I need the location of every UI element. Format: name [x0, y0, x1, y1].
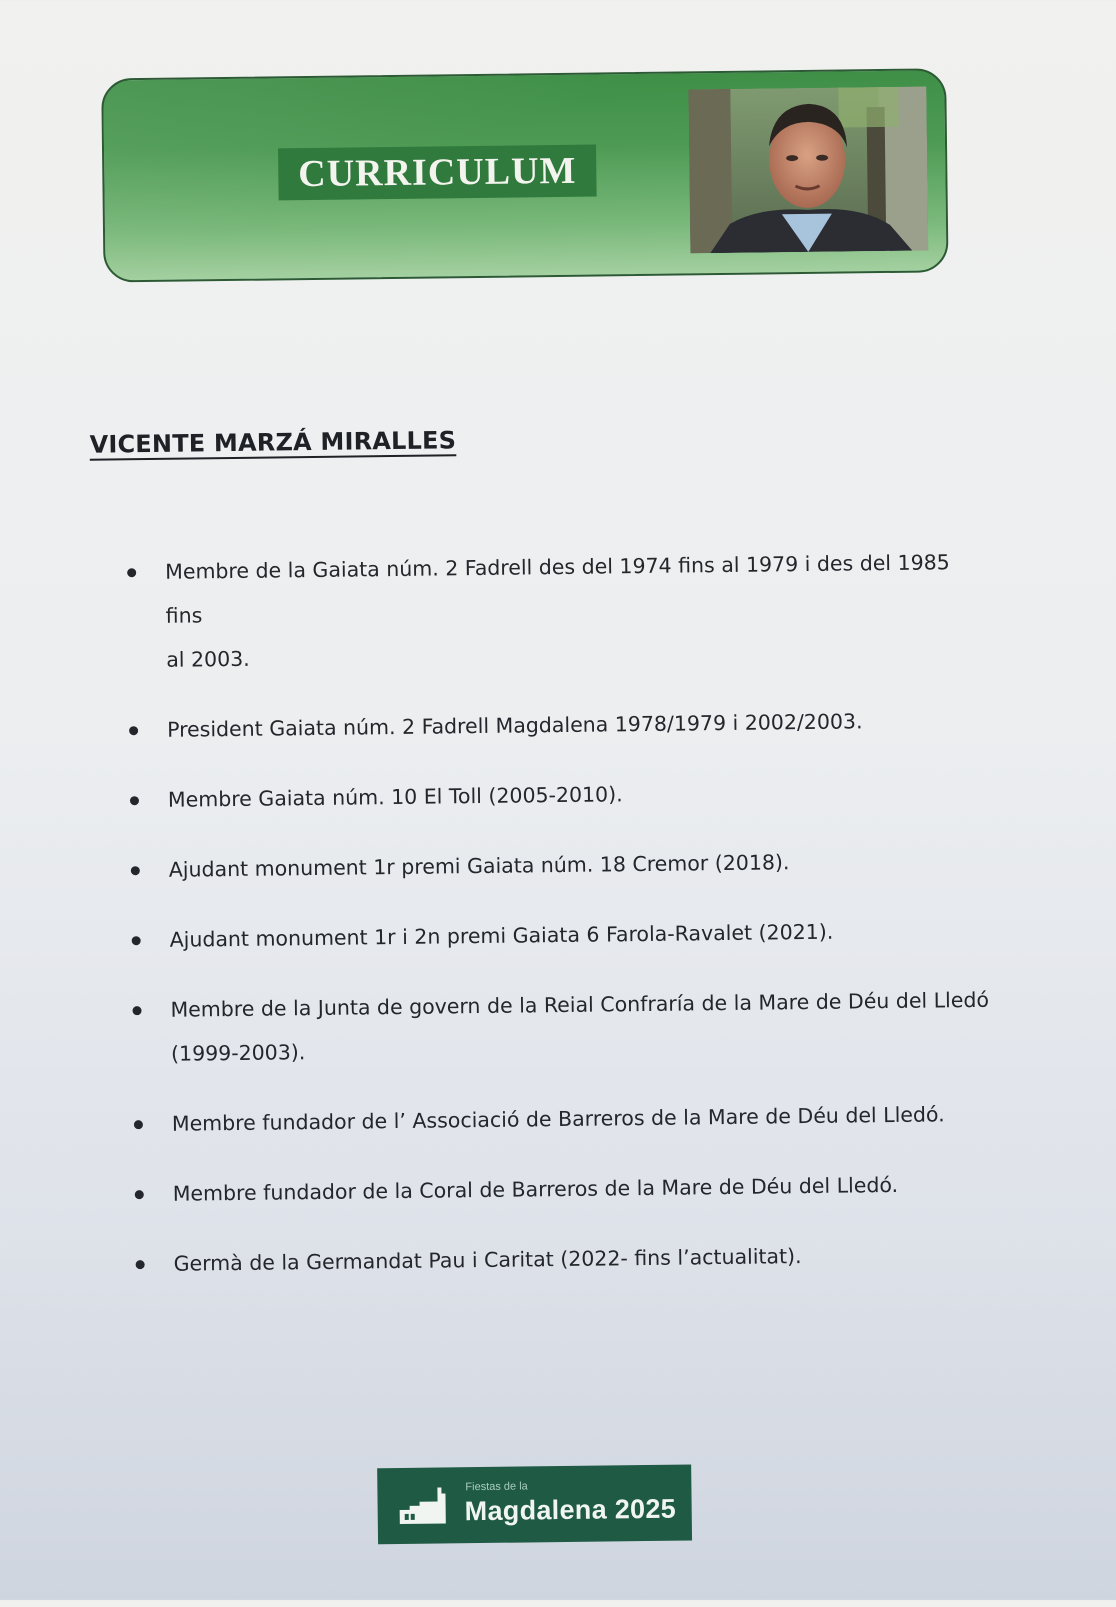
- list-item: [129, 838, 989, 893]
- title-box: [278, 145, 597, 201]
- bullet-icon: [129, 726, 138, 735]
- header-banner: [101, 68, 948, 282]
- bullet-icon: [132, 1006, 141, 1015]
- list-item-line: Membre fundador de la Coral de Barreros de la Mare de Déu del Lledó.: [172, 1172, 899, 1206]
- list-item: [129, 908, 989, 963]
- list-item-line: Ajudant monument 1r premi Gaiata núm. 18 Cremor (2018).: [168, 850, 790, 882]
- list-item-line: Membre Gaiata núm. 10 El Toll (2005-2010).: [167, 782, 623, 812]
- magdalena-logo: [377, 1464, 692, 1544]
- bullet-icon: [135, 1190, 144, 1199]
- bullet-icon: [131, 866, 140, 875]
- bullet-icon: [132, 936, 141, 945]
- list-item-line: Membre de la Gaiata núm. 2 Fadrell des del 1974 fins al 1979 i des del 1985 fins: [165, 550, 950, 628]
- bullet-icon: [127, 568, 136, 577]
- person-name: VICENTE MARZÁ MIRALLES: [89, 426, 457, 459]
- list-item: [133, 1232, 993, 1287]
- curriculum-list: [125, 540, 994, 1286]
- list-item-line: Germà de la Germandat Pau i Caritat (2022- fins l’actualitat).: [173, 1244, 802, 1276]
- list-item-line: (1999-2003).: [170, 1040, 306, 1066]
- castle-icon: [395, 1483, 452, 1528]
- list-item: [133, 1162, 993, 1217]
- logo-title: Magdalena 2025: [464, 1493, 677, 1527]
- bullet-icon: [130, 796, 139, 805]
- list-item: [132, 1092, 992, 1147]
- list-item-line: President Gaiata núm. 2 Fadrell Magdalena 1978/1979 i 2002/2003.: [166, 709, 863, 742]
- list-item: [127, 698, 987, 753]
- list-item-line: al 2003.: [166, 646, 250, 672]
- bullet-icon: [134, 1120, 143, 1129]
- bullet-icon: [136, 1260, 145, 1269]
- list-item-line: Membre de la Junta de govern de la Reial Confraría de la Mare de Déu del Lledó: [170, 987, 990, 1022]
- list-item: [125, 540, 987, 682]
- list-item: [128, 768, 988, 823]
- list-item-line: Membre fundador de l’ Associació de Barreros de la Mare de Déu del Lledó.: [171, 1102, 945, 1136]
- logo-subtitle: Fiestas de la: [465, 1480, 528, 1494]
- page-title: CURRICULUM: [298, 149, 577, 196]
- list-item-line: Ajudant monument 1r i 2n premi Gaiata 6 Farola-Ravalet (2021).: [169, 919, 834, 952]
- list-item: [130, 978, 991, 1077]
- portrait-photo: [688, 86, 928, 253]
